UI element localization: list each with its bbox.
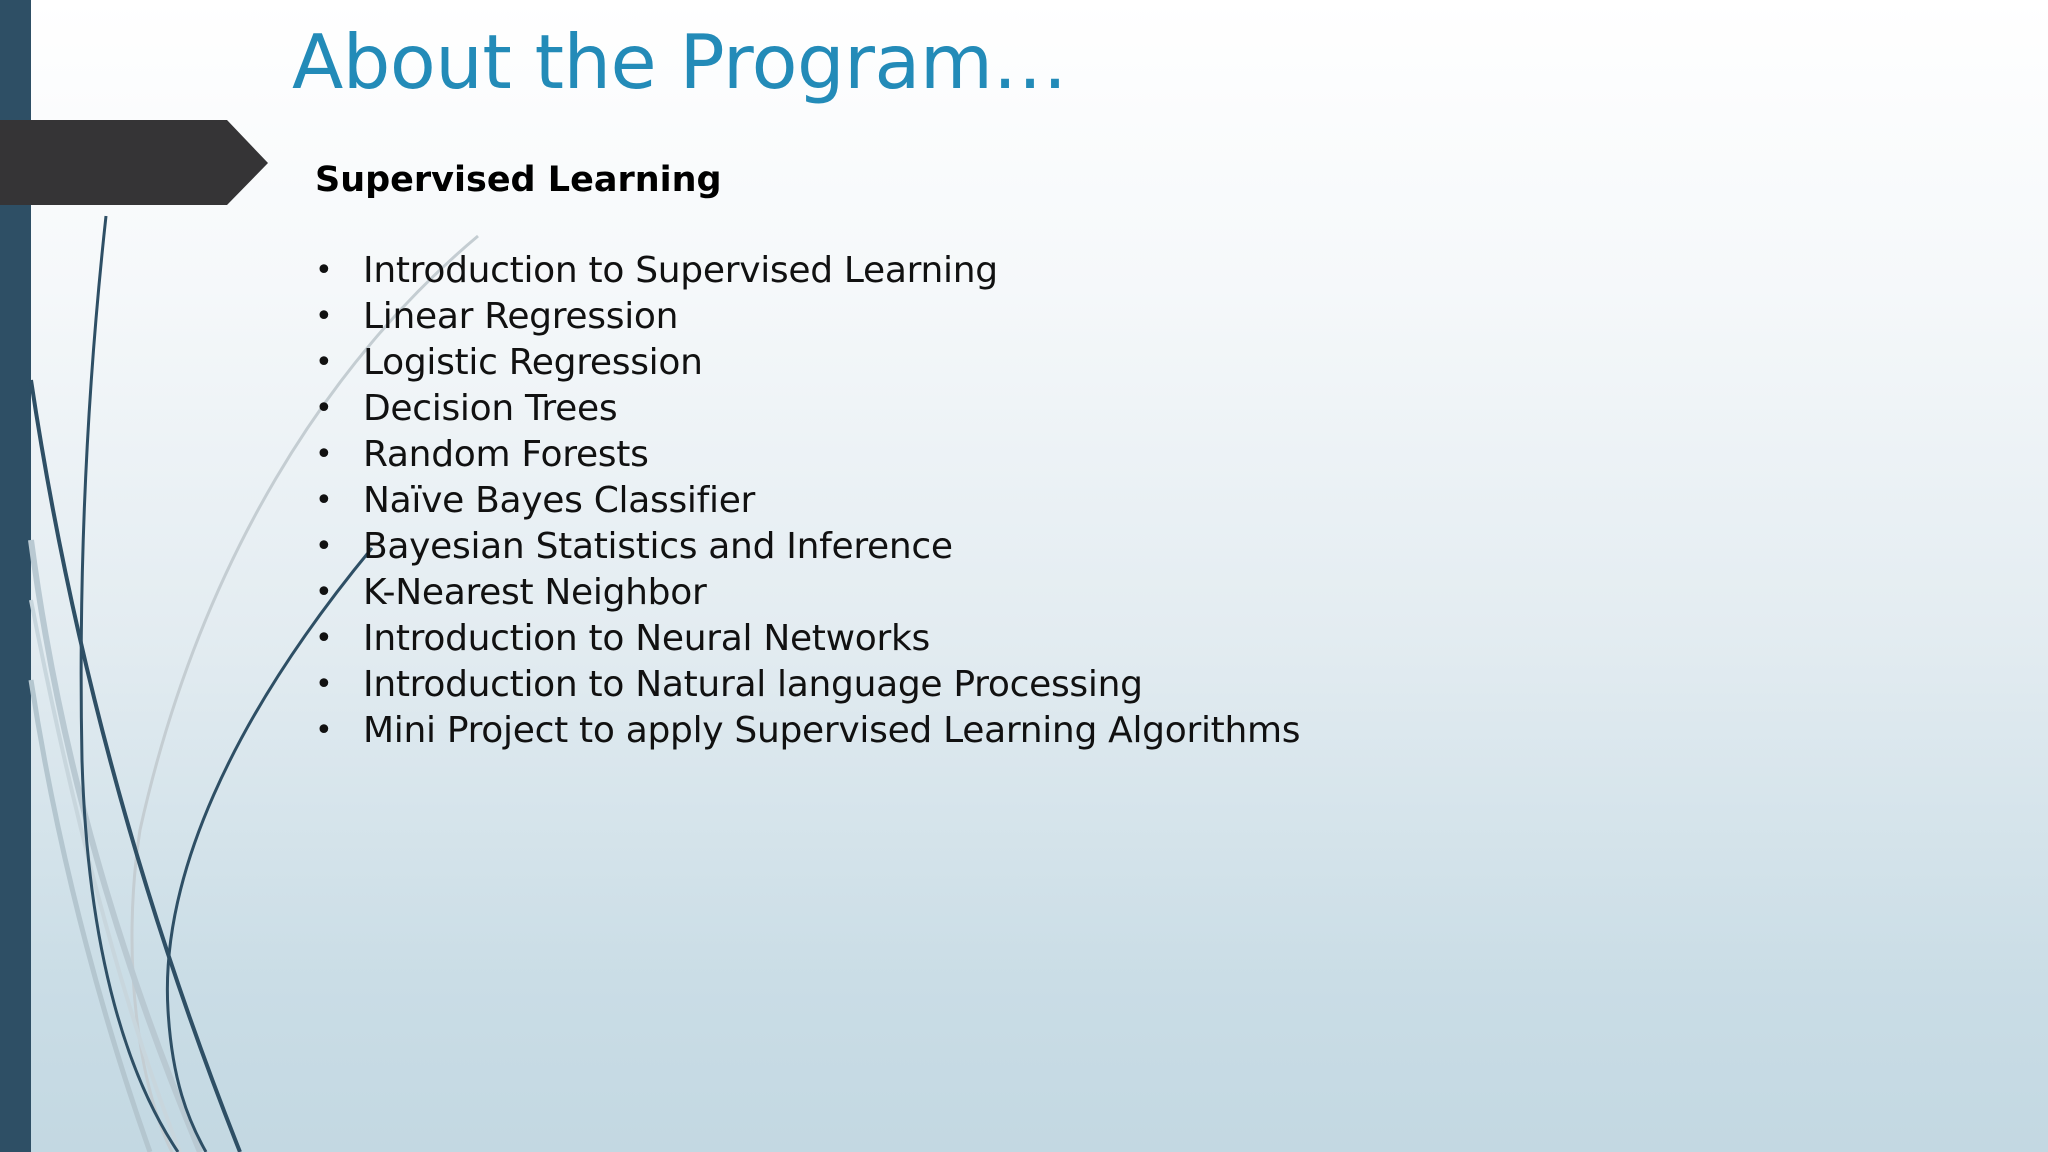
bullet-icon: • — [315, 437, 333, 472]
topic-text: Mini Project to apply Supervised Learning Algorithms — [363, 710, 1301, 751]
topic-text: Logistic Regression — [363, 342, 703, 383]
topic-text: Introduction to Natural language Processing — [363, 664, 1143, 705]
bullet-icon: • — [315, 667, 333, 702]
bullet-icon: • — [315, 253, 333, 288]
bullet-icon: • — [315, 529, 333, 564]
section-heading: Supervised Learning — [315, 160, 722, 200]
topic-text: Random Forests — [363, 434, 649, 475]
topic-text: K-Nearest Neighbor — [363, 572, 707, 613]
slide-title: About the Program… — [292, 18, 1067, 106]
topic-text: Naïve Bayes Classifier — [363, 480, 756, 521]
bullet-icon: • — [315, 621, 333, 656]
bullet-icon: • — [315, 483, 333, 518]
topic-text: Introduction to Neural Networks — [363, 618, 930, 659]
topic-text: Decision Trees — [363, 388, 618, 429]
topic-text: Introduction to Supervised Learning — [363, 250, 998, 291]
arrow-pennant — [0, 120, 268, 205]
bullet-icon: • — [315, 299, 333, 334]
curve-dark-2 — [31, 380, 240, 1152]
bullet-icon: • — [315, 713, 333, 748]
topic-text: Linear Regression — [363, 296, 679, 337]
topic-text: Bayesian Statistics and Inference — [363, 526, 953, 567]
bullet-icon: • — [315, 345, 333, 380]
bullet-icon: • — [315, 575, 333, 610]
bullet-icon: • — [315, 391, 333, 426]
